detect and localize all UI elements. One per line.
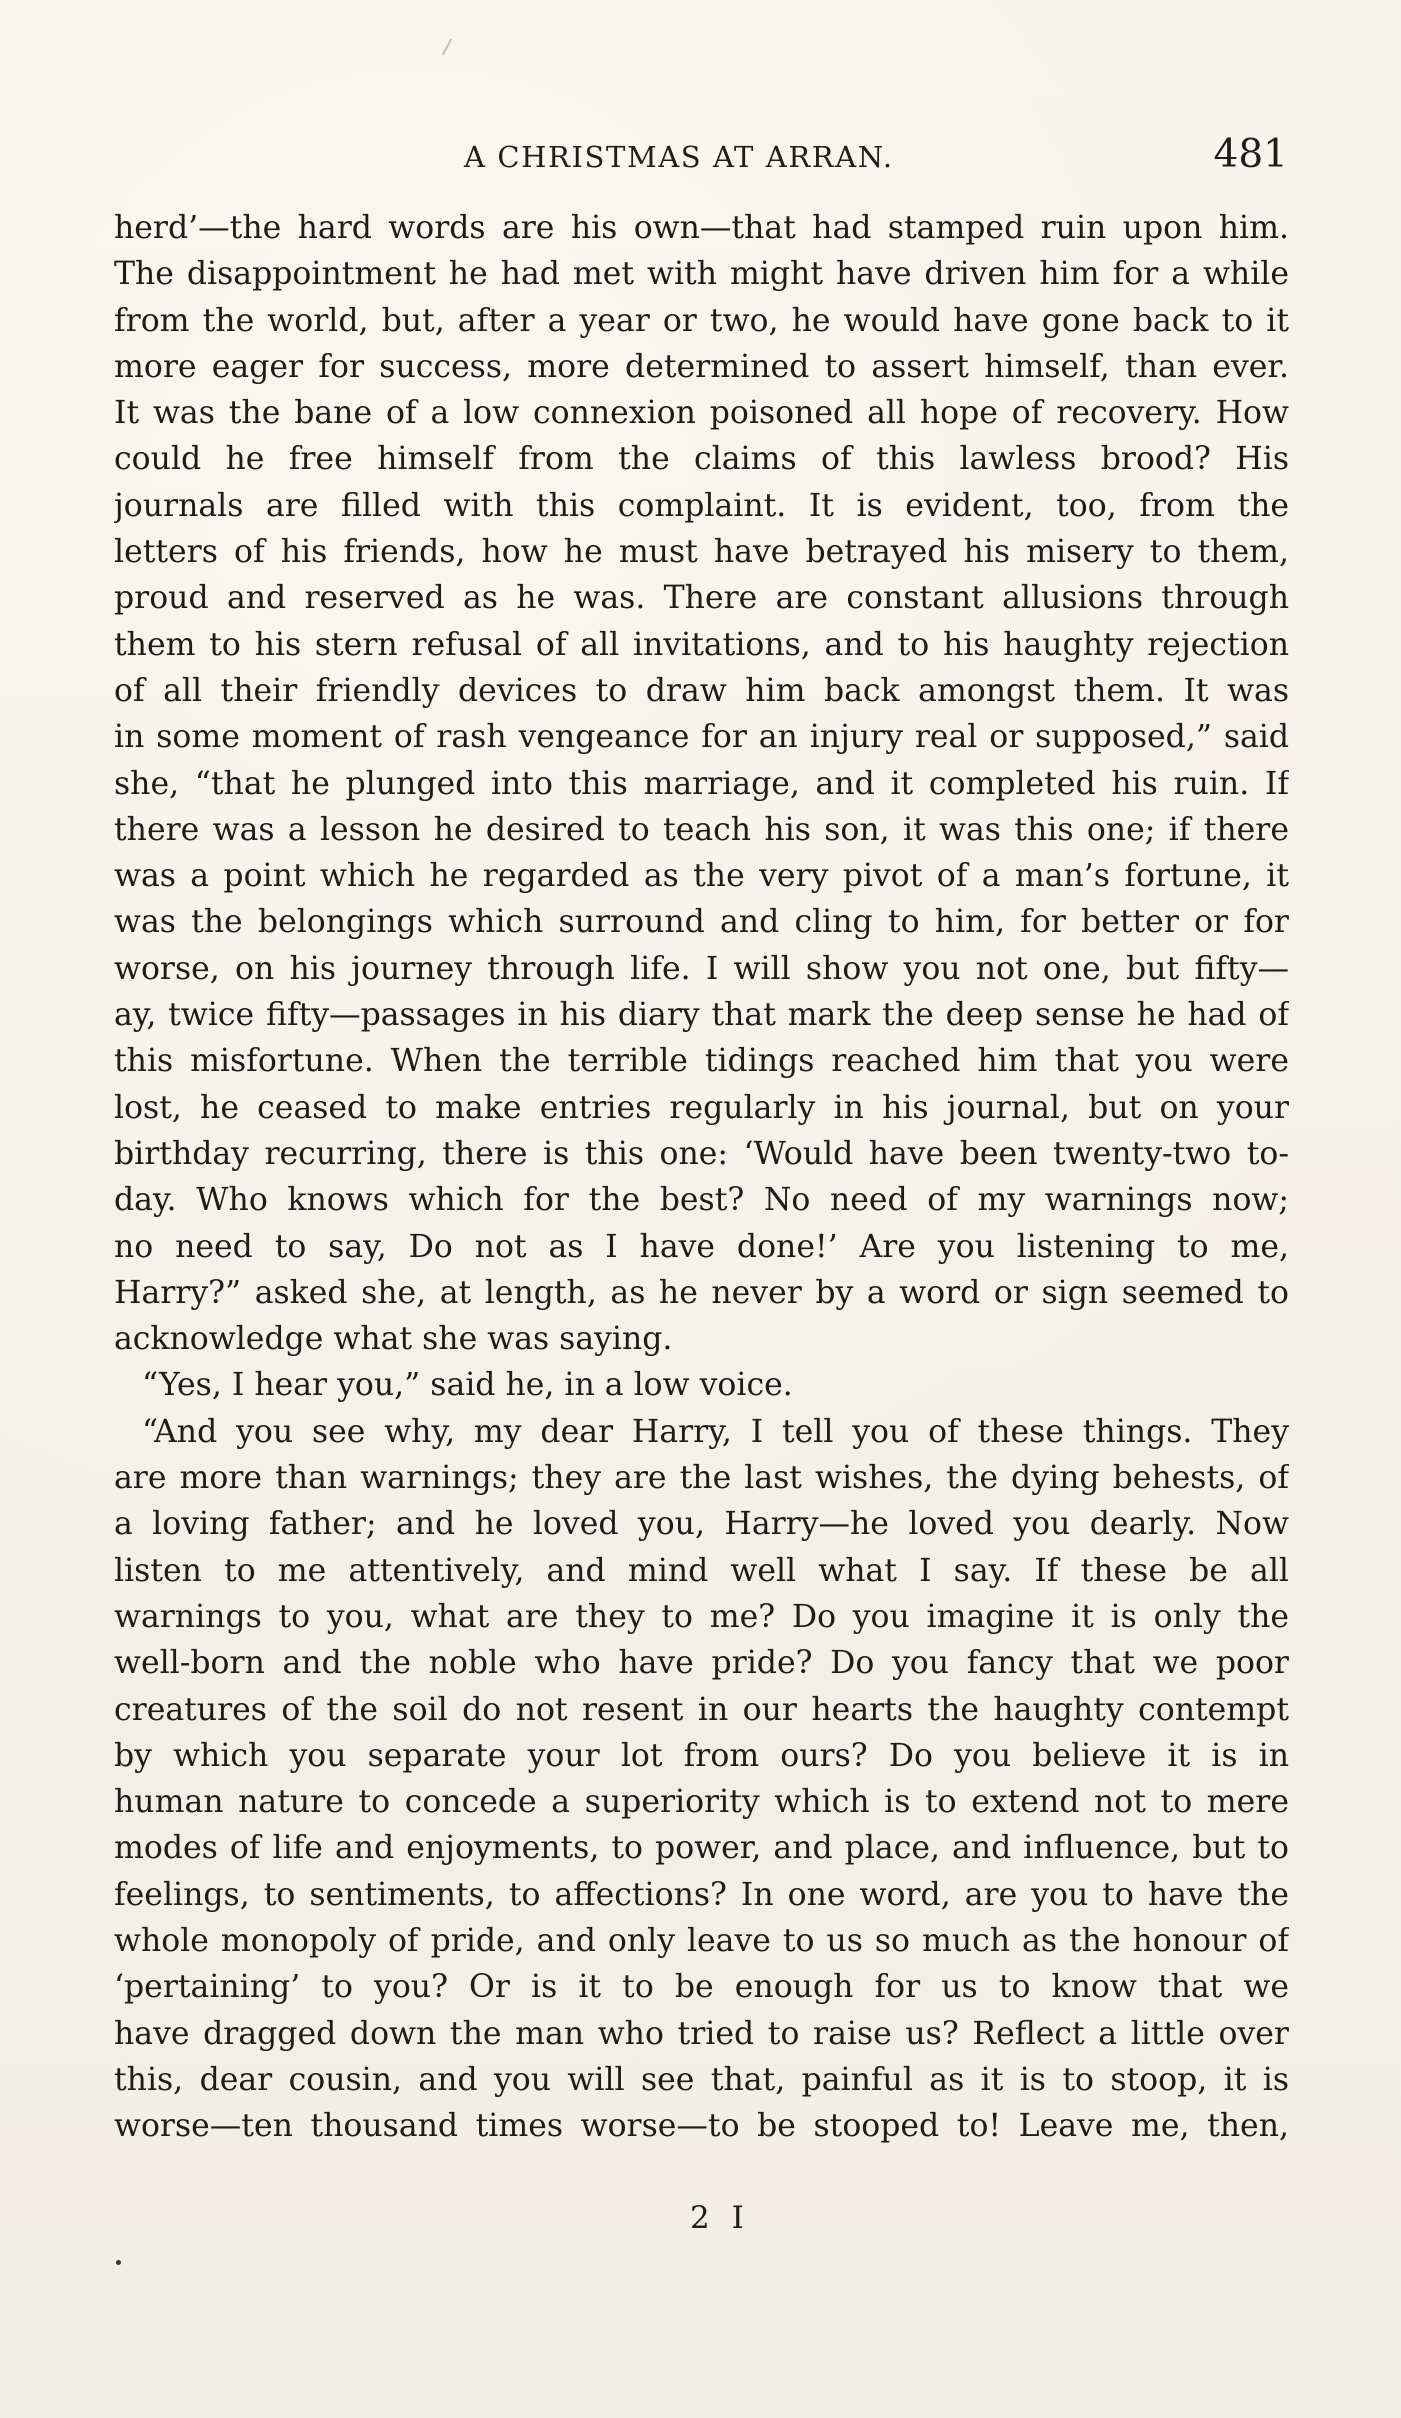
- running-title: A CHRISTMAS AT ARRAN.: [464, 140, 894, 174]
- text-line: whole monopoly of pride, and only leave to us so much as the honour of: [114, 1922, 1289, 1959]
- text-line: day. Who knows which for the best? No need of my warnings now;: [114, 1182, 1289, 1219]
- text-line: feelings, to sentiments, to affections? In one word, are you to have the: [114, 1876, 1289, 1913]
- signature-mark: 2 I: [690, 2200, 750, 2236]
- text-line: “Yes, I hear you,” said he, in a low voice.: [142, 1367, 793, 1404]
- text-line: are more than warnings; they are the last wishes, the dying behests, of: [114, 1460, 1289, 1497]
- text-line: she, “that he plunged into this marriage, and it completed his ruin. If: [114, 765, 1289, 802]
- text-line: worse—ten thousand times worse—to be stooped to! Leave me, then,: [114, 2108, 1289, 2145]
- text-line: well-born and the noble who have pride? Do you fancy that we poor: [114, 1645, 1289, 1682]
- text-line: birthday recurring, there is this one: ‘Would have been twenty-two to-: [114, 1135, 1289, 1172]
- ink-dot: [116, 2260, 121, 2265]
- text-line: “And you see why, my dear Harry, I tell you of these things. They: [142, 1413, 1289, 1450]
- text-line: this, dear cousin, and you will see that, painful as it is to stoop, it is: [114, 2061, 1289, 2098]
- page-header: [114, 132, 1288, 192]
- text-line: human nature to concede a superiority which is to extend not to mere: [114, 1784, 1289, 1821]
- body-text: [114, 205, 1289, 2149]
- text-line: there was a lesson he desired to teach his son, it was this one; if there: [114, 811, 1289, 848]
- text-line: acknowledge what she was saying.: [114, 1321, 673, 1358]
- text-line: a loving father; and he loved you, Harry—he loved you dearly. Now: [114, 1506, 1289, 1543]
- text-line: them to his stern refusal of all invitations, and to his haughty rejection: [114, 626, 1289, 663]
- text-line: proud and reserved as he was. There are constant allusions through: [114, 580, 1289, 617]
- text-line: lost, he ceased to make entries regularly in his journal, but on your: [114, 1089, 1289, 1126]
- text-line: this misfortune. When the terrible tidings reached him that you were: [114, 1043, 1289, 1080]
- text-line: worse, on his journey through life. I will show you not one, but fifty—: [114, 950, 1289, 987]
- text-line: letters of his friends, how he must have betrayed his misery to them,: [114, 534, 1289, 571]
- text-line: was a point which he regarded as the very pivot of a man’s fortune, it: [114, 858, 1289, 895]
- text-line: warnings to you, what are they to me? Do you imagine it is only the: [114, 1598, 1289, 1635]
- text-line: was the belongings which surround and cling to him, for better or for: [114, 904, 1289, 941]
- text-line: more eager for success, more determined to assert himself, than ever.: [114, 348, 1289, 385]
- pencil-mark: [442, 39, 452, 56]
- text-line: have dragged down the man who tried to raise us? Reflect a little over: [114, 2015, 1289, 2052]
- text-line: in some moment of rash vengeance for an injury real or supposed,” said: [114, 719, 1289, 756]
- text-line: could he free himself from the claims of this lawless brood? His: [114, 441, 1289, 478]
- text-line: ay, twice fifty—passages in his diary that mark the deep sense he had of: [114, 997, 1289, 1034]
- text-line: of all their friendly devices to draw him back amongst them. It was: [114, 672, 1289, 709]
- text-line: Harry?” asked she, at length, as he never by a word or sign seemed to: [114, 1274, 1289, 1311]
- text-line: from the world, but, after a year or two, he would have gone back to it: [114, 302, 1289, 339]
- text-line: modes of life and enjoyments, to power, and place, and influence, but to: [114, 1830, 1289, 1867]
- text-line: creatures of the soil do not resent in our hearts the haughty contempt: [114, 1691, 1289, 1728]
- page-number: 481: [1213, 132, 1288, 177]
- text-line: journals are filled with this complaint. It is evident, too, from the: [114, 487, 1289, 524]
- text-line: It was the bane of a low connexion poisoned all hope of recovery. How: [114, 395, 1289, 432]
- text-line: listen to me attentively, and mind well what I say. If these be all: [114, 1552, 1289, 1589]
- text-line: The disappointment he had met with might have driven him for a while: [114, 256, 1289, 293]
- text-line: herd’—the hard words are his own—that had stamped ruin upon him.: [114, 210, 1289, 246]
- text-line: ‘pertaining’ to you? Or is it to be enough for us to know that we: [114, 1969, 1289, 2006]
- text-line: by which you separate your lot from ours? Do you believe it is in: [114, 1737, 1289, 1774]
- text-line: no need to say, Do not as I have done!’ Are you listening to me,: [114, 1228, 1289, 1265]
